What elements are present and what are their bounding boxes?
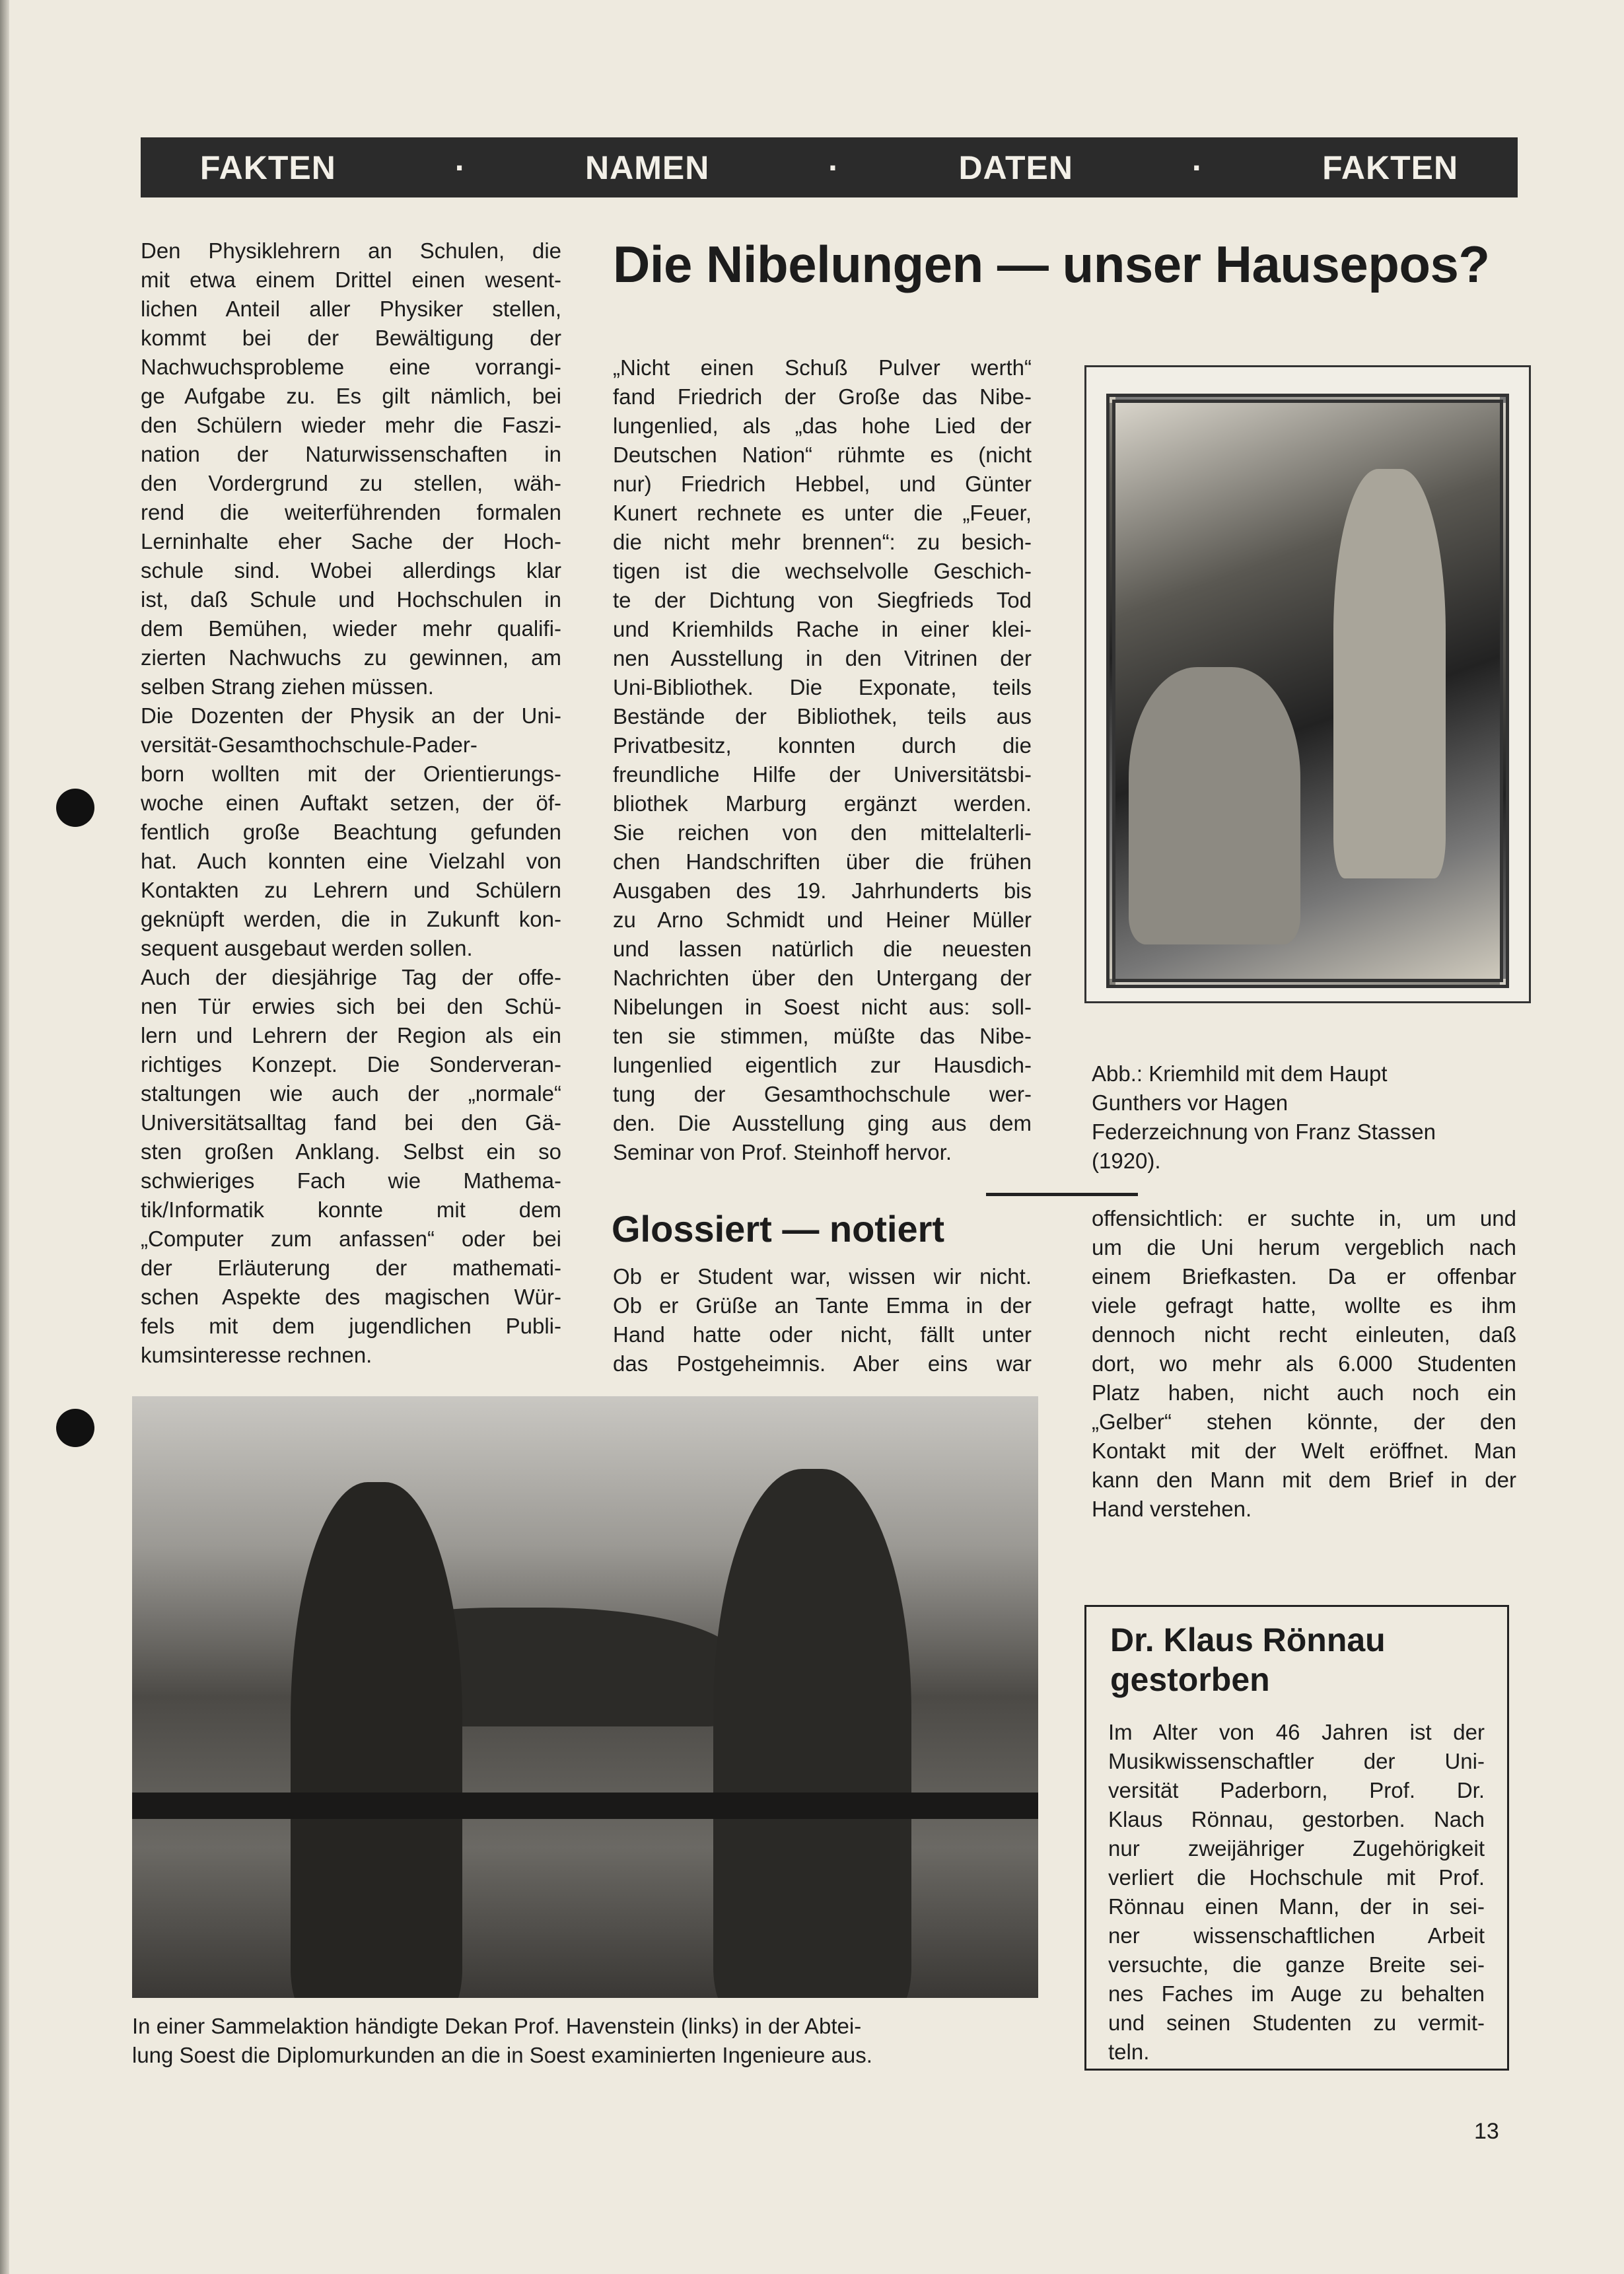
text-line: Kunert rechnete es unter die „Feuer, xyxy=(613,501,1032,525)
text-line: kommt bei der Bewältigung der xyxy=(141,326,561,350)
text-line: Gunthers vor Hagen xyxy=(1092,1090,1289,1115)
text-line: (1920). xyxy=(1092,1149,1161,1173)
text-line: nur zweijähriger Zugehörigkeit xyxy=(1108,1836,1485,1861)
text-line: fentlich große Beachtung gefunden xyxy=(141,820,561,844)
banner-dot: · xyxy=(828,149,840,186)
text-line: schule sind. Wobei allerdings klar xyxy=(141,558,561,583)
nibelungen-headline: Die Nibelungen — unser Hausepos? xyxy=(613,235,1490,293)
text-line: sten großen Anklang. Selbst ein so xyxy=(141,1139,561,1164)
text-line: Hand verstehen. xyxy=(1092,1497,1252,1521)
text-line: Federzeichnung von Franz Stassen xyxy=(1092,1119,1436,1144)
text-line: fand Friedrich der Große das Nibe- xyxy=(613,384,1032,409)
punch-hole xyxy=(56,789,94,827)
text-line: Rönnau einen Mann, der in sei- xyxy=(1108,1894,1485,1919)
text-line: um die Uni herum vergeblich nach xyxy=(1092,1235,1516,1260)
page-edge xyxy=(0,0,9,2274)
text-line: Abb.: Kriemhild mit dem Haupt xyxy=(1092,1061,1388,1086)
text-line: freundliche Hilfe der Universitätsbi- xyxy=(613,762,1032,787)
text-line: Klaus Rönnau, gestorben. Nach xyxy=(1108,1807,1485,1831)
banner-dot: · xyxy=(454,149,467,186)
text-line: „Nicht einen Schuß Pulver werth“ xyxy=(613,355,1032,380)
text-line: kann den Mann mit dem Brief in der xyxy=(1092,1468,1516,1492)
text-line: Deutschen Nation“ rühmte es (nicht xyxy=(613,443,1032,467)
text-line: Nachwuchsprobleme eine vorrangi- xyxy=(141,355,561,379)
text-line: chen Handschriften über die frühen xyxy=(613,849,1032,874)
text-line: Ausgaben des 19. Jahrhunderts bis xyxy=(613,878,1032,903)
text-line: den Schülern wieder mehr die Faszi- xyxy=(141,413,561,437)
text-line: der Erläuterung der mathemati- xyxy=(141,1256,561,1280)
text-line: den Vordergrund zu stellen, wäh- xyxy=(141,471,561,495)
text-line: verliert die Hochschule mit Prof. xyxy=(1108,1865,1485,1890)
text-line: Lerninhalte eher Sache der Hoch- xyxy=(141,529,561,553)
text-line: zierten Nachwuchs zu gewinnen, am xyxy=(141,645,561,670)
text-line: mit etwa einem Drittel einen wesent- xyxy=(141,267,561,292)
illustration-frame xyxy=(1106,394,1509,988)
text-line: Uni-Bibliothek. Die Exponate, teils xyxy=(613,675,1032,699)
text-line: nen Ausstellung in den Vitrinen der xyxy=(613,646,1032,670)
divider-rule xyxy=(986,1193,1138,1196)
text-line: hat. Auch konnten eine Vielzahl von xyxy=(141,849,561,873)
glossiert-headline: Glossiert — notiert xyxy=(612,1208,945,1250)
text-line: sequent ausgebaut werden sollen. xyxy=(141,936,473,960)
physics-article xyxy=(141,236,561,1370)
text-line: und Kriemhilds Rache in einer klei- xyxy=(613,617,1032,641)
desk xyxy=(132,1793,1038,1819)
photo-caption xyxy=(132,2012,1057,2070)
hagen-figure xyxy=(1129,667,1300,944)
text-line: Seminar von Prof. Steinhoff hervor. xyxy=(613,1140,952,1164)
text-line: nur) Friedrich Hebbel, und Günter xyxy=(613,472,1032,496)
text-line: Sie reichen von den mittelalterli- xyxy=(613,820,1032,845)
section-banner xyxy=(141,137,1518,197)
banner-dot: · xyxy=(1191,149,1204,186)
text-line: nation der Naturwissenschaften in xyxy=(141,442,561,466)
banner-word: DATEN xyxy=(958,149,1073,186)
text-line: tik/Informatik konnte mit dem xyxy=(141,1197,561,1222)
text-line: schen Aspekte des magischen Wür- xyxy=(141,1285,561,1309)
banner-word: NAMEN xyxy=(584,149,710,186)
text-line: teln. xyxy=(1108,2040,1150,2064)
text-line: Auch der diesjährige Tag der offe- xyxy=(141,965,561,989)
obituary-box xyxy=(1084,1605,1509,2071)
obituary-headline xyxy=(1110,1620,1386,1699)
page-number: 13 xyxy=(1474,2119,1499,2144)
illustration-caption xyxy=(1092,1059,1521,1176)
text-line: „Gelber“ stehen könnte, der den xyxy=(1092,1409,1516,1434)
text-line: einem Briefkasten. Da er offenbar xyxy=(1092,1264,1516,1289)
text-line: versuchte, die ganze Breite sei- xyxy=(1108,1952,1485,1977)
text-line: Ob er Grüße an Tante Emma in der xyxy=(613,1293,1032,1318)
obituary-title-line: gestorben xyxy=(1110,1661,1270,1698)
text-line: Universitätsalltag fand bei den Gä- xyxy=(141,1110,561,1135)
text-line: lungenlied eigentlich zur Hausdich- xyxy=(613,1053,1032,1077)
text-line: Den Physiklehrern an Schulen, die xyxy=(141,238,561,263)
punch-hole xyxy=(56,1409,94,1447)
text-line: viele gefragt hatte, wollte es ihm xyxy=(1092,1293,1516,1318)
text-line: tigen ist die wechselvolle Geschich- xyxy=(613,559,1032,583)
text-line: staltungen wie auch der „normale“ xyxy=(141,1081,561,1106)
text-line: Platz haben, nicht auch noch ein xyxy=(1092,1380,1516,1405)
text-line: die nicht mehr brennen“: zu besich- xyxy=(613,530,1032,554)
text-line: richtiges Konzept. Die Sonderveran- xyxy=(141,1052,561,1077)
text-line: dort, wo mehr als 6.000 Studenten xyxy=(1092,1351,1516,1376)
person-right xyxy=(713,1469,911,1998)
text-line: „Computer zum anfassen“ oder bei xyxy=(141,1226,561,1251)
text-line: ist, daß Schule und Hochschulen in xyxy=(141,587,561,612)
kriemhild-figure xyxy=(1333,469,1446,878)
text-line: bliothek Marburg ergänzt werden. xyxy=(613,791,1032,816)
ceremony-photo xyxy=(132,1396,1038,1998)
text-line: rend die weiterführenden formalen xyxy=(141,500,561,524)
kriemhild-illustration xyxy=(1084,365,1531,1003)
text-line: versität-Gesamthochschule-Pader- xyxy=(141,732,477,757)
text-line: und seinen Studenten zu vermit- xyxy=(1108,2010,1485,2035)
text-line: fels mit dem jugendlichen Publi- xyxy=(141,1314,561,1338)
banner-word: FAKTEN xyxy=(1322,149,1459,186)
obituary-text xyxy=(1108,1718,1485,2067)
text-line: Ob er Student war, wissen wir nicht. xyxy=(613,1264,1032,1289)
text-line: ge Aufgabe zu. Es gilt nämlich, bei xyxy=(141,384,561,408)
text-line: Privatbesitz, konnten durch die xyxy=(613,733,1032,758)
text-line: geknüpft werden, die in Zukunft kon- xyxy=(141,907,561,931)
text-line: zu Arno Schmidt und Heiner Müller xyxy=(613,907,1032,932)
text-line: nes Faches im Auge zu behalten xyxy=(1108,1981,1485,2006)
text-line: dem Bemühen, wieder mehr qualifi- xyxy=(141,616,561,641)
text-line: Hand hatte oder nicht, fällt unter xyxy=(613,1322,1032,1347)
text-line: Kontakt mit der Welt eröffnet. Man xyxy=(1092,1439,1516,1463)
text-line: und lassen natürlich die neuesten xyxy=(613,937,1032,961)
text-line: lung Soest die Diplomurkunden an die in Soest examinierten Ingenieure aus. xyxy=(132,2043,872,2067)
text-line: born wollten mit der Orientierungs- xyxy=(141,762,561,786)
text-line: Musikwissenschaftler der Uni- xyxy=(1108,1749,1485,1773)
text-line: In einer Sammelaktion händigte Dekan Prof. Havenstein (links) in der Abtei- xyxy=(132,2014,862,2038)
text-line: Nachrichten über den Untergang der xyxy=(613,966,1032,990)
banner-word: FAKTEN xyxy=(199,149,336,186)
glossiert-article-part1 xyxy=(613,1262,1032,1378)
text-line: Die Dozenten der Physik an der Uni- xyxy=(141,703,561,728)
text-line: Kontakten zu Lehrern und Schülern xyxy=(141,878,561,902)
text-line: dennoch nicht recht einleuten, daß xyxy=(1092,1322,1516,1347)
text-line: schwieriges Fach wie Mathema- xyxy=(141,1168,561,1193)
text-line: Im Alter von 46 Jahren ist der xyxy=(1108,1720,1485,1744)
nibelungen-article xyxy=(613,353,1032,1167)
text-line: lungenlied, als „das hohe Lied der xyxy=(613,413,1032,438)
text-line: te der Dichtung von Siegfrieds Tod xyxy=(613,588,1032,612)
text-line: tung der Gesamthochschule wer- xyxy=(613,1082,1032,1106)
text-line: kumsinteresse rechnen. xyxy=(141,1343,372,1367)
text-line: Nibelungen in Soest nicht aus: soll- xyxy=(613,995,1032,1019)
text-line: lern und Lehrern der Region als ein xyxy=(141,1023,561,1048)
text-line: ner wissenschaftlichen Arbeit xyxy=(1108,1923,1485,1948)
text-line: den. Die Ausstellung ging aus dem xyxy=(613,1111,1032,1135)
text-line: woche einen Auftakt setzen, der öf- xyxy=(141,791,561,815)
obituary-title-line: Dr. Klaus Rönnau xyxy=(1110,1621,1386,1658)
text-line: nen Tür erwies sich bei den Schü- xyxy=(141,994,561,1018)
text-line: ten sie stimmen, müßte das Nibe- xyxy=(613,1024,1032,1048)
text-line: das Postgeheimnis. Aber eins war xyxy=(613,1351,1032,1376)
text-line: offensichtlich: er suchte in, um und xyxy=(1092,1206,1516,1230)
glossiert-article-part2 xyxy=(1092,1204,1516,1524)
text-line: versität Paderborn, Prof. Dr. xyxy=(1108,1778,1485,1802)
text-line: lichen Anteil aller Physiker stellen, xyxy=(141,297,561,321)
person-left xyxy=(291,1482,462,1998)
text-line: selben Strang ziehen müssen. xyxy=(141,674,434,699)
text-line: Bestände der Bibliothek, teils aus xyxy=(613,704,1032,728)
